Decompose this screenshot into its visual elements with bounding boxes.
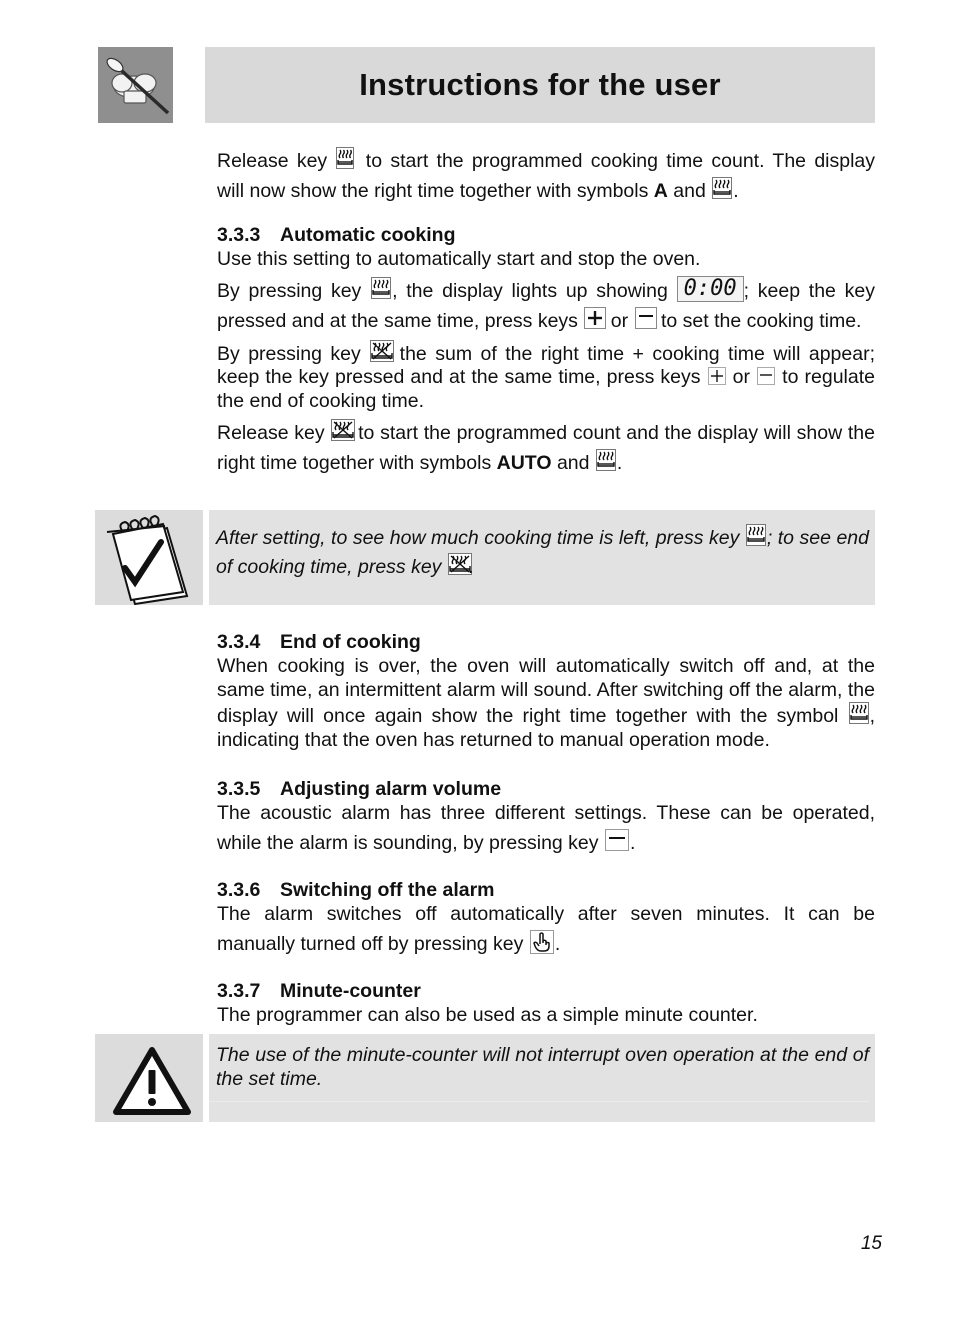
page-title: Instructions for the user — [359, 67, 721, 103]
section-heading: 3.3.7 Minute-counter — [217, 980, 421, 1002]
notepad-check-icon — [95, 510, 197, 605]
note-box — [95, 510, 875, 605]
paragraph: The alarm switches off automatically after seven minutes. It can be manually turned off by pressing key . — [217, 902, 875, 955]
oven-heat-crossed-icon — [370, 340, 390, 362]
note-text: After setting, to see how much cooking time is left, press key ; to see end of cooking time, press key . — [216, 524, 869, 582]
warning-text: The use of the minute-counter will not interrupt oven operation at the end of the set time. — [216, 1044, 869, 1090]
section-switching-off-alarm — [217, 879, 875, 959]
hand-icon — [530, 930, 554, 952]
warning-box — [95, 1034, 875, 1122]
section-heading: 3.3.3 Automatic cooking — [217, 224, 456, 246]
paragraph: The programmer can also be used as a simple minute counter. — [217, 1003, 758, 1026]
paragraph: By pressing key the sum of the right time + cooking time will appear; keep the key pressed and at the same time, press keys or to regulate the end of cooking time. — [217, 340, 875, 414]
oven-heat-icon — [849, 702, 869, 724]
spoon-chef-hat-icon — [98, 47, 173, 123]
intro-paragraph: Release key to start the programmed cooking time count. The display will now show the right time together with symbols A and . — [217, 146, 875, 206]
oven-heat-crossed-icon — [331, 419, 351, 441]
paragraph: Use this setting to automatically start and stop the oven. — [217, 247, 701, 270]
minus-icon — [605, 829, 629, 851]
section-end-of-cooking — [217, 631, 875, 753]
minus-icon — [635, 307, 655, 329]
oven-heat-icon — [371, 277, 391, 299]
plus-icon — [584, 307, 604, 329]
plus-icon — [708, 367, 726, 385]
paragraph: Release key to start the programmed count and the display will show the right time together with symbols AUTO and . — [217, 418, 875, 478]
header-bar — [205, 47, 875, 123]
minus-icon — [757, 367, 775, 385]
paragraph: When cooking is over, the oven will automatically switch off and, at the same time, an intermittent alarm will sound. After switching off the alarm, the display will once again show the right time together with the symbol , indicating that the oven has returned to manual operation mode. — [217, 654, 875, 752]
paragraph: By pressing key , the display lights up showing 0:00 ; keep the key pressed and at the same time, press keys or to set the cooking time. — [217, 275, 875, 332]
oven-heat-icon — [596, 449, 616, 471]
display-readout: 0:00 — [677, 276, 744, 302]
oven-heat-icon — [712, 177, 732, 199]
section-adjusting-alarm-volume — [217, 778, 875, 858]
divider — [209, 1101, 869, 1102]
logo — [98, 47, 173, 123]
section-automatic-cooking — [217, 224, 875, 478]
oven-heat-icon — [746, 524, 766, 546]
section-minute-counter — [217, 980, 875, 1028]
oven-heat-icon — [336, 147, 356, 169]
intro-section — [217, 146, 875, 206]
paragraph: The acoustic alarm has three different settings. These can be operated, while the alarm is sounding, by pressing key . — [217, 801, 875, 854]
warning-triangle-icon — [95, 1034, 197, 1122]
oven-heat-crossed-icon — [448, 553, 468, 575]
page-number: 15 — [860, 1233, 882, 1254]
section-heading: 3.3.6 Switching off the alarm — [217, 879, 495, 901]
section-heading: 3.3.5 Adjusting alarm volume — [217, 778, 502, 800]
section-heading: 3.3.4 End of cooking — [217, 631, 421, 653]
